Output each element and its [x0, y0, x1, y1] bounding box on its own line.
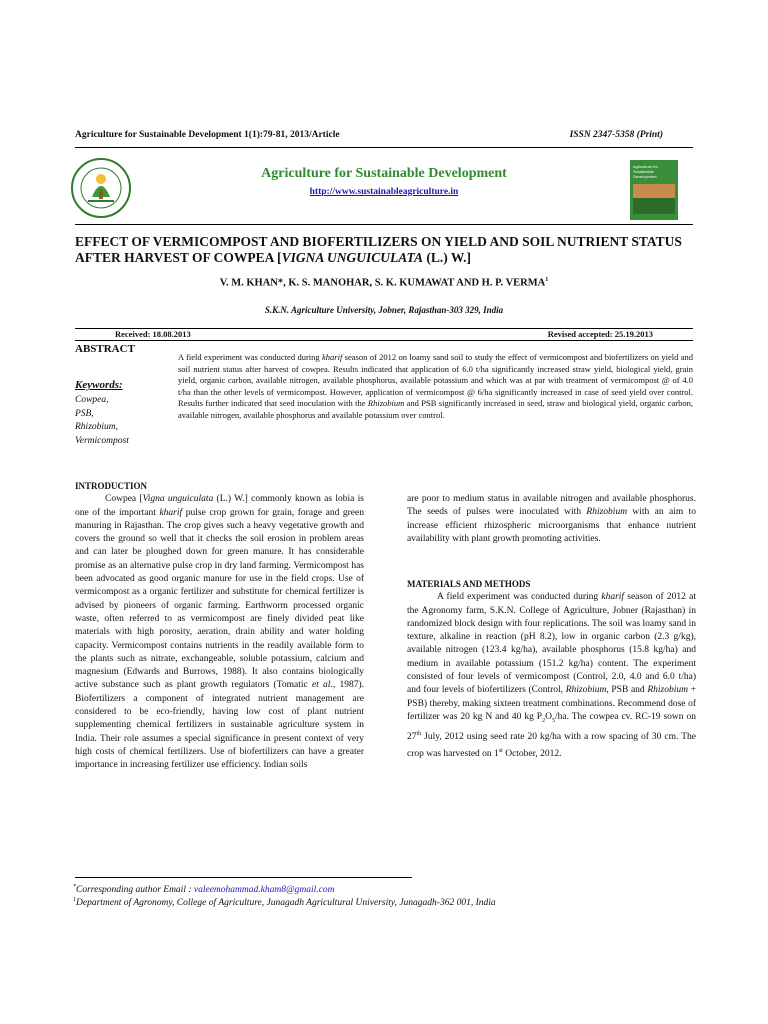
methods-paragraph: A field experiment was conducted during kharif season of 2012 at the Agronomy farm, S.K.N. College of Agriculture, Jobner (Rajasthan) in randomized block design with four replications. The soil was loamy sand in texture, alkaline in reaction (pH 8.2), low in organic carbon (2.3 g/kg), available nitrogen (123.4 kg/ha), available phosphorus (15.8 kg/ha) and medium in available potassium (151.2 kg/ha) content. The experiment consisted of four levels of vermicompost (Control, 2.0, 4.0 and 6.0 t/ha) and four levels of biofertilizers (Control, Rhizobium, PSB and Rhizobium + PSB) thereby, making sixteen treatment combinations. Recommend dose of fertilizer was 20 kg N and 40 kg $P_2O_5/ha$. The cowpea cv. RC-19 sown on 27th July, 2012 using seed rate 20 kg/ha with a row spacing of 30 cm. The crop was harvested on 1st October, 2012. — [407, 592, 697, 759]
author-email-link[interactable]: valeemohammad.kham8@gmail.com — [193, 885, 335, 896]
keyword: PSB, — [75, 408, 94, 419]
footnote-rule — [75, 877, 412, 878]
received-date: Received: 18.08.2013 — [115, 329, 191, 339]
journal-url-link[interactable]: http://www.sustainableagriculture.in — [309, 187, 459, 197]
running-header-citation: Agriculture for Sustainable Development 1(1):79-81, 2013/Article — [75, 130, 340, 140]
article-title: EFFECT OF VERMICOMPOST AND BIOFERTILIZERS ON YIELD AND SOIL NUTRIENT STATUS AFTER HARVEST OF COWPEA [VIGNA UNGUICULATA (L.) W.] — [75, 234, 682, 265]
introduction-heading: INTRODUCTION — [75, 481, 148, 491]
abstract-heading: ABSTRACT — [75, 343, 135, 355]
running-header-issn: ISSN 2347-5358 (Print) — [569, 130, 663, 140]
department-footnote: $^1$Department of Agronomy, College of Agriculture, Junagadh Agricultural University, Junagadh-362 001, India — [73, 897, 496, 909]
keyword: Rhizobium, — [75, 422, 119, 432]
title-rule — [75, 224, 693, 225]
affiliation: S.K.N. Agriculture University, Jobner, Rajasthan-303 329, India — [264, 305, 504, 315]
journal-title: Agriculture for Sustainable Development — [261, 166, 507, 181]
methods-heading: MATERIALS AND METHODS — [407, 579, 531, 589]
abstract-text: A field experiment was conducted during kharif season of 2012 on loamy sand soil to study the effect of vermicompost and biofertilizers on yield and soil nutrient status after harvest of cowpea. Results indicated that application of 6.0 t/ha significantly increased straw yield, biological yield, grain yield, organic carbon, available nitrogen, available phosphorus, available potassium and which was at par with treatment of vermicompost @ of 4.0 t/ha than the other levels of vermicompost. However, application of vermicompost @ 6/ha significantly increased in case of seed yield over control. Results further indicated that seed inoculation with the Rhizobium and PSB significantly increased in seed, straw and biological yield, organic carbon, available nitrogen, available phosphorus and available potassium over control. — [178, 352, 693, 420]
introduction-paragraph: Cowpea [Vigna unguiculata (L.) W.] commonly known as lobia is one of the important kharif pulse crop grown for grain, forage and green manuring in Rajasthan. The crop gives such a heavy vegetative growth and covers the ground so well that it checks the soil erosion in problem areas and can later be ploughed down for green manure. It has considerable promise as an alternative pulse crop in dry land farming. Vermicompost has been advocated as good organic manure for use in the field crops. Use of vermicompost as a organic fertilizer and substitute for chemical fertilizer is advised by pioneers of organic farming. Earthworm processed organic waste, often referred to as vermicompost are finely divided peat like materials with high porosity, aeration, drain ability and water holding capacity. Vermicompost contains nutrients in the readily available form to the plants such as nitrate, exchangeable, soluble potassium, calcium and magnesium (Edwards and Burrows, 1988). It also contains biologically active substance such as plant growth regulators (Tomatic et al., 1987). Biofertilizers a component of integrated nutrient management are considered to be eco-friendly, having low cost of plant nutrient supplementing chemical fertilizers in sustainable agriculture system in India. Their role assumes a special significance in present context of very high costs of chemical fertilizers. Use of biofertilizers can have a greater importance in increasing fertilizer use efficiency. Indian soils — [75, 494, 365, 771]
keyword: Cowpea, — [75, 395, 109, 405]
keyword: Vermicompost — [75, 435, 129, 446]
cover-image-field — [633, 198, 675, 214]
keywords-list — [75, 394, 129, 448]
introduction-continued: are poor to medium status in available nitrogen and available phosphorus. The seeds of pulses were inoculated with Rhizobium with an aim to increase efficient rhizospheric microorganisms that enhance nutrient availability with plant growth promoting activities. — [407, 494, 696, 544]
keywords-heading: Keywords: — [75, 379, 123, 391]
corresponding-author-footnote: *Corresponding author Email : valeemohammad.kham8@gmail.com — [73, 884, 335, 896]
methods-section — [407, 579, 697, 761]
journal-cover-thumbnail — [630, 160, 678, 220]
cover-title: Agriculture for Sustainable Development — [633, 164, 658, 179]
revised-date: Revised accepted: 25.19.2013 — [547, 329, 653, 339]
introduction-section — [75, 481, 365, 773]
header-rule — [75, 147, 693, 148]
authors: V. M. KHAN*, K. S. MANOHAR, S. K. KUMAWAT AND H. P. VERMA$^1$ — [219, 277, 549, 289]
